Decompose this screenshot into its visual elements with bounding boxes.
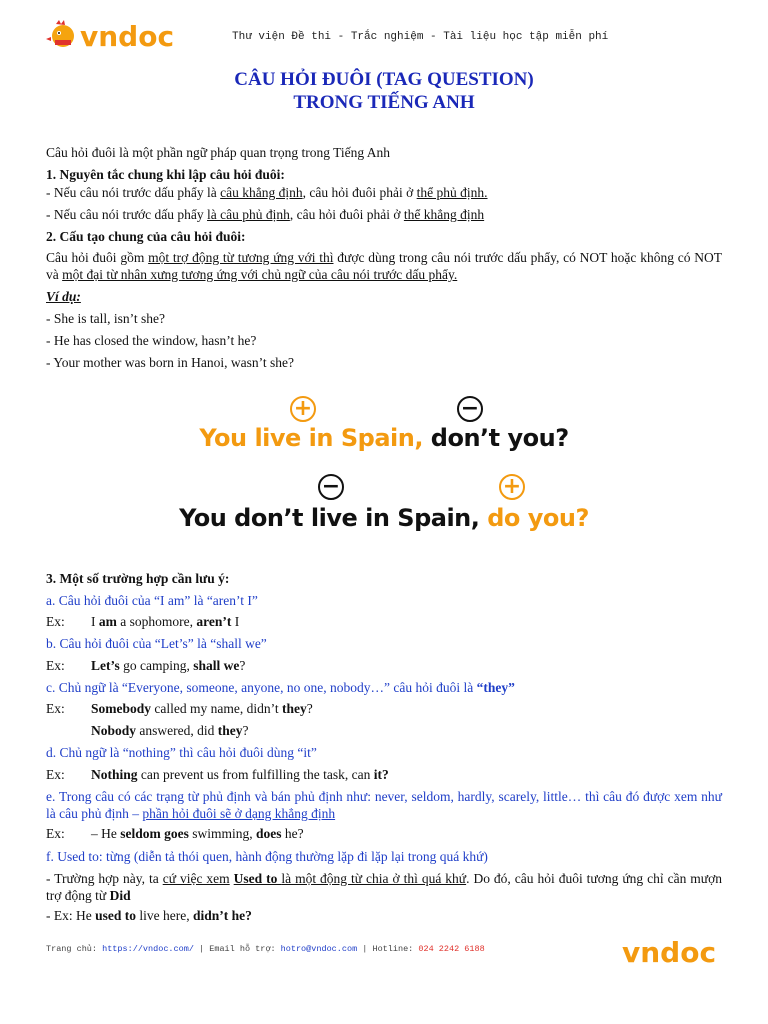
rule-d: d. Chủ ngữ là “nothing” thì câu hỏi đuôi dùng “it” <box>46 745 317 760</box>
section3-heading: 3. Một số trường hợp cần lưu ý: <box>46 571 230 586</box>
example-b: Ex: Let’s go camping, shall we? <box>46 658 246 673</box>
example-item: - She is tall, isn’t she? <box>46 311 165 326</box>
section2-paragraph: Câu hỏi đuôi gồm một trợ động từ tương ứng với thì được dùng trong câu nói trước dấu phẩy, có NOT hoặc không có NOT và một đại từ nhân xưng tương ứng với chủ ngữ của câu nói trước dấu phẩy. <box>46 250 722 282</box>
hotline-number: 024 2242 6188 <box>418 944 485 954</box>
page-title-line2: TRONG TIẾNG ANH <box>293 92 475 113</box>
banner-line-1: You live in Spain, don’t you? <box>199 424 569 452</box>
example-d: Ex: Nothing can prevent us from fulfilling the task, can it? <box>46 767 389 782</box>
vndoc-logo[interactable] <box>46 18 196 54</box>
banner-line-2: You don’t live in Spain, do you? <box>179 504 589 532</box>
rule-f: f. Used to: từng (diễn tả thói quen, hành động thường lặp đi lặp lại trong quá khứ) <box>46 849 488 864</box>
intro-text: Câu hỏi đuôi là một phần ngữ pháp quan trọng trong Tiếng Anh <box>46 145 391 160</box>
example-f: - Ex: He used to live here, didn’t he? <box>46 908 252 923</box>
rule-f-paragraph: - Trường hợp này, ta cứ việc xem Used to là một động từ chia ở thì quá khứ. Do đó, câu hỏi đuôi tương ứng chỉ cần mượn trợ động từ Did <box>46 871 722 903</box>
example-e: Ex: – He seldom goes swimming, does he? <box>46 826 304 841</box>
plus-icon: + <box>499 474 525 500</box>
chicken-mascot-icon <box>46 20 74 47</box>
section1-heading: 1. Nguyên tắc chung khi lập câu hỏi đuôi: <box>46 167 285 182</box>
header-tagline: Thư viện Đề thi - Trắc nghiệm - Tài liệu học tập miễn phí <box>232 31 609 43</box>
minus-icon: − <box>457 396 483 422</box>
rule-a: a. Câu hỏi đuôi của “I am” là “aren’t I” <box>46 593 258 608</box>
home-link[interactable]: https://vndoc.com/ <box>102 944 194 954</box>
minus-icon: − <box>318 474 344 500</box>
example-item: - Your mother was born in Hanoi, wasn’t she? <box>46 355 294 370</box>
section1-rule2: - Nếu câu nói trước dấu phẩy là câu phủ định, câu hỏi đuôi phải ở thể khẳng định <box>46 207 485 222</box>
example-c2: Nobody answered, did they? <box>91 723 249 738</box>
plus-icon: + <box>290 396 316 422</box>
example-c1: Ex: Somebody called my name, didn’t they? <box>46 701 313 716</box>
section2-heading: 2. Cấu tạo chung của câu hỏi đuôi: <box>46 229 246 244</box>
svg-text:vndoc: vndoc <box>80 20 175 53</box>
section1-rule1: - Nếu câu nói trước dấu phẩy là câu khẳng định, câu hỏi đuôi phải ở thể phủ định. <box>46 185 488 200</box>
footer-text: Trang chủ: https://vndoc.com/ | Email hỗ trợ: hotro@vndoc.com | Hotline: 024 2242 6188 <box>46 944 485 954</box>
example-a: Ex: I am a sophomore, aren’t I <box>46 614 240 629</box>
rule-b: b. Câu hỏi đuôi của “Let’s” là “shall we” <box>46 636 267 651</box>
example-label: Ví dụ: <box>46 289 81 304</box>
example-item: - He has closed the window, hasn’t he? <box>46 333 257 348</box>
email-link[interactable]: hotro@vndoc.com <box>280 944 358 954</box>
rule-e: e. Trong câu có các trạng từ phủ định và bán phủ định như: never, seldom, hardly, scarely, little… thì câu đó được xem như là câu phủ định – phần hỏi đuôi sẽ ở dạng khẳng định <box>46 789 722 821</box>
rule-c: c. Chủ ngữ là “Everyone, someone, anyone, no one, nobody…” câu hỏi đuôi là “they” <box>46 680 515 695</box>
vndoc-footer-logo[interactable] <box>622 936 718 968</box>
svg-text:vndoc: vndoc <box>622 936 717 968</box>
page-title-line1: CÂU HỎI ĐUÔI (TAG QUESTION) <box>234 69 534 90</box>
